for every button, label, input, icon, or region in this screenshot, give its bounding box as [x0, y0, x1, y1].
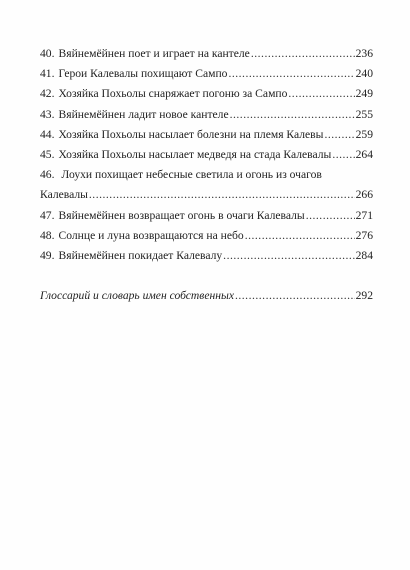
- toc-entry-title: Хозяйка Похьолы насылает медведя на стада Калевалы: [58, 148, 332, 162]
- toc-entry-number: 44.: [40, 127, 55, 141]
- toc-entry-title: Лоухи похищает небесные светила и огонь из очагов: [61, 168, 322, 182]
- toc-leader-dots: [332, 145, 354, 165]
- toc-leader-dots: [235, 286, 355, 306]
- toc-entry-number: 47.: [40, 208, 55, 222]
- toc-entry-48[interactable]: [40, 226, 373, 246]
- toc-entry-43[interactable]: [40, 105, 373, 125]
- toc-entry-title-continued: Калевалы: [40, 188, 88, 202]
- toc-entry-number: 41.: [40, 67, 55, 81]
- toc-entry-42[interactable]: [40, 84, 373, 104]
- toc-entry-number: 46.: [40, 168, 55, 182]
- toc-entry-line1: [40, 165, 373, 185]
- toc-entry-47[interactable]: [40, 206, 373, 226]
- toc-entry-page: 264: [355, 148, 373, 162]
- toc-spacer: [40, 266, 373, 286]
- toc-entry-title: Вяйнемёйнен поет и играет на кантеле: [58, 47, 250, 60]
- toc-entry-page: 266: [355, 188, 373, 202]
- toc-entry-title: Хозяйка Похьолы снаряжает погоню за Сампо: [58, 87, 288, 101]
- toc-entry-title: Солнце и луна возвращаются на небо: [58, 228, 244, 242]
- toc-leader-dots: [251, 44, 355, 64]
- toc-leader-dots: [223, 246, 354, 266]
- toc-leader-dots: [324, 125, 354, 145]
- toc-entry-page: 236: [355, 47, 373, 60]
- toc-entry-title: Глоссарий и словарь имен собственных: [40, 289, 234, 303]
- toc-entry-title: Вяйнемёйнен покидает Калевалу: [58, 249, 223, 263]
- toc-entry-page: 276: [355, 228, 373, 242]
- toc-leader-dots: [228, 64, 354, 84]
- toc-leader-dots: [230, 105, 355, 125]
- toc-entry-number: 43.: [40, 107, 55, 121]
- toc-entry-41[interactable]: [40, 64, 373, 84]
- table-of-contents: [40, 44, 373, 306]
- toc-entry-49[interactable]: [40, 246, 373, 266]
- toc-entry-line2: [40, 185, 373, 205]
- toc-entry-number: 45.: [40, 148, 55, 162]
- toc-entry-page: 292: [355, 289, 373, 303]
- toc-entry-title: Вяйнемёйнен возвращает огонь в очаги Калевалы: [58, 208, 305, 222]
- toc-leader-dots: [306, 206, 355, 226]
- toc-entry-page: 271: [355, 208, 373, 222]
- toc-entry-45[interactable]: [40, 145, 373, 165]
- toc-entry-title: Герои Калевалы похищают Сампо: [58, 67, 228, 81]
- toc-entry-44[interactable]: [40, 125, 373, 145]
- toc-entry-46[interactable]: [40, 165, 373, 205]
- toc-entry-title: Хозяйка Похьолы насылает болезни на племя Калевы: [58, 127, 324, 141]
- toc-entry-page: 240: [355, 67, 373, 81]
- toc-entry-page: 284: [355, 249, 373, 263]
- toc-entry-number: 49.: [40, 249, 55, 263]
- toc-entry-glossary[interactable]: [40, 286, 373, 306]
- toc-entry-page: 259: [355, 127, 373, 141]
- toc-entry-number: 48.: [40, 228, 55, 242]
- toc-leader-dots: [288, 84, 354, 104]
- toc-entry-number: 42.: [40, 87, 55, 101]
- toc-entry-title: Вяйнемёйнен ладит новое кантеле: [58, 107, 229, 121]
- toc-entry-page: 255: [355, 107, 373, 121]
- toc-entry-page: 249: [355, 87, 373, 101]
- toc-leader-dots: [245, 226, 355, 246]
- toc-entry-40[interactable]: [40, 44, 373, 64]
- toc-leader-dots: [89, 185, 355, 205]
- toc-entry-number: 40.: [40, 47, 55, 60]
